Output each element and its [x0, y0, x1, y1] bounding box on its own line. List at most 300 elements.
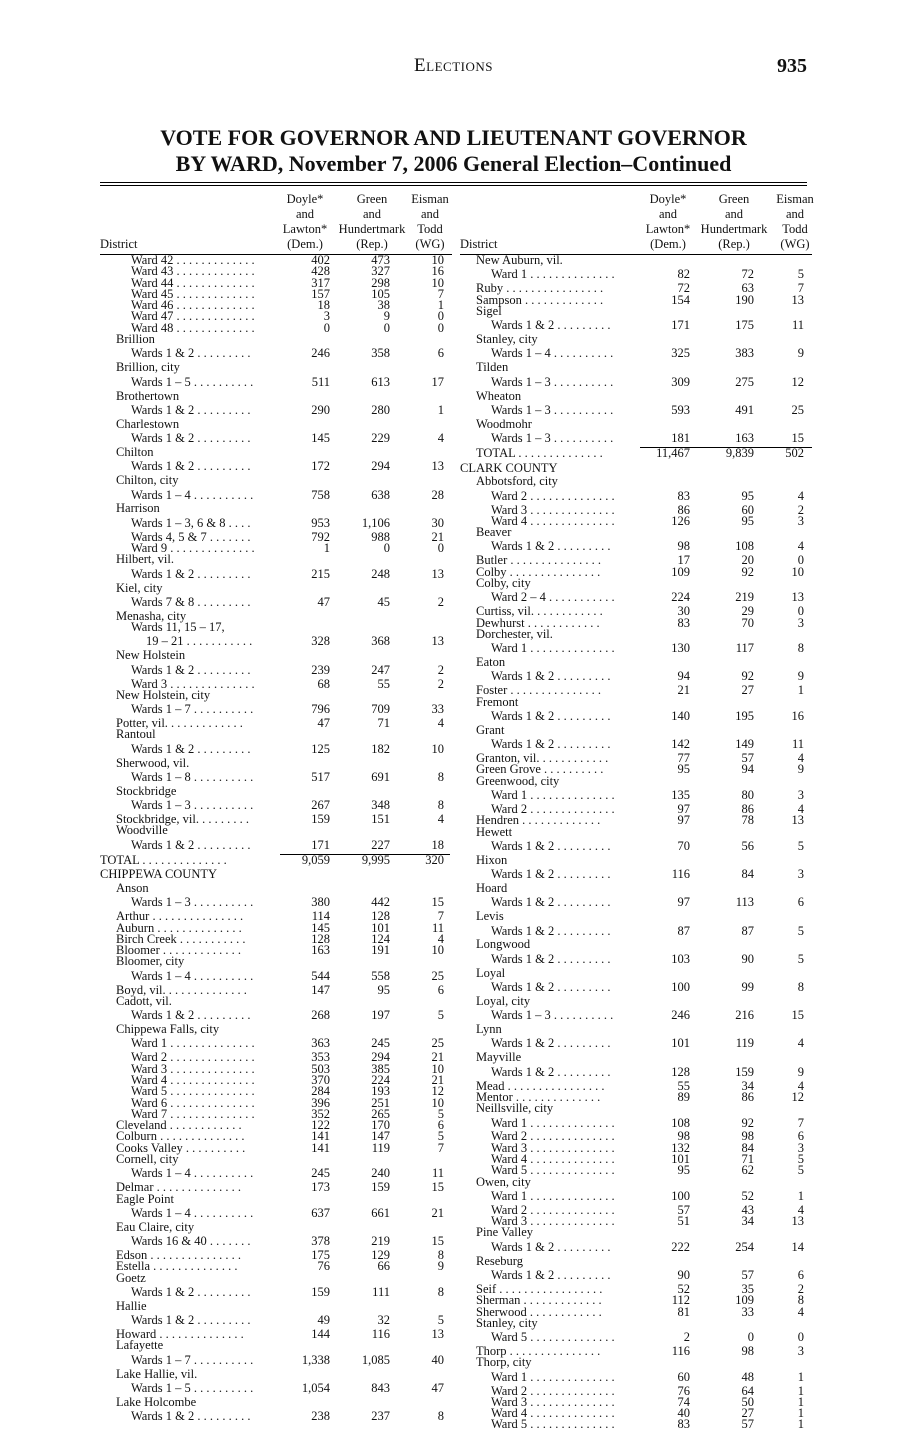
- district-label: Wards 1 & 2 . . . . . . . . .: [491, 708, 611, 723]
- district-label: Ward 6 . . . . . . . . . . . . . .: [131, 1095, 255, 1110]
- doyle-value: 796: [311, 702, 330, 717]
- doyle-value: 325: [671, 346, 690, 361]
- district-label: Charlestown: [116, 416, 180, 431]
- eisman-value: 15: [791, 1008, 804, 1023]
- district-label: Cadott, vil.: [116, 993, 172, 1008]
- eisman-value: 11: [431, 1166, 444, 1181]
- green-value: 159: [371, 1180, 390, 1195]
- doyle-header-line: Lawton*: [282, 222, 328, 236]
- eisman-header: [408, 192, 452, 252]
- district-label: Reseburg: [476, 1253, 523, 1268]
- table-row: [460, 657, 812, 668]
- doyle-value: 81: [677, 1304, 690, 1319]
- district-label: Butler . . . . . . . . . . . . . . .: [476, 553, 601, 568]
- doyle-value: 173: [311, 1180, 330, 1195]
- district-label: Chippewa Falls, city: [116, 1022, 220, 1037]
- eisman-value: 4: [797, 539, 804, 554]
- green-value: 84: [741, 1140, 754, 1155]
- eisman-value: 1: [797, 683, 804, 698]
- district-label: Woodmohr: [476, 416, 532, 431]
- doyle-value: 171: [311, 837, 330, 852]
- eisman-value: 0: [797, 1330, 804, 1345]
- table-row: [100, 1340, 452, 1351]
- eisman-value: 9: [797, 346, 804, 361]
- doyle-value: 157: [311, 286, 330, 301]
- green-value: 638: [371, 487, 390, 502]
- district-label: Granton, vil. . . . . . . . . . . .: [476, 751, 609, 766]
- eisman-value: 2: [797, 1281, 804, 1296]
- doyle-value: 95: [677, 762, 690, 777]
- eisman-value: 13: [431, 634, 444, 649]
- doyle-value: 98: [677, 1129, 690, 1144]
- eisman-value: 4: [797, 1202, 804, 1217]
- district-label: Ward 3 . . . . . . . . . . . . . .: [131, 676, 255, 691]
- table-row: [100, 334, 452, 345]
- green-value: 62: [741, 1163, 754, 1178]
- district-label: Wards 1 & 2 . . . . . . . . .: [131, 837, 251, 852]
- district-label: Ward 4 . . . . . . . . . . . . . .: [491, 1152, 615, 1167]
- green-value: 72: [741, 267, 754, 282]
- doyle-value: 238: [311, 1409, 330, 1424]
- district-label: Lynn: [476, 1022, 502, 1037]
- table-row: [100, 993, 452, 1008]
- district-label: Ward 2 – 4 . . . . . . . . . . .: [491, 590, 615, 605]
- district-label: Foster . . . . . . . . . . . . . . .: [476, 683, 601, 698]
- eisman-value: 21: [431, 529, 444, 544]
- table-row: [460, 1383, 812, 1398]
- district-label: Dewhurst . . . . . . . . . . . .: [476, 615, 600, 630]
- green-value: 57: [741, 1417, 754, 1431]
- district-label: Colby . . . . . . . . . . . . . . .: [476, 564, 601, 579]
- eisman-value: 2: [437, 676, 444, 691]
- eisman-value: 1: [797, 1188, 804, 1203]
- green-value: 27: [741, 1406, 754, 1421]
- district-label: Ward 4 . . . . . . . . . . . . . .: [491, 1406, 615, 1421]
- green-value: 98: [741, 1344, 754, 1359]
- district-label: Kiel, city: [116, 580, 163, 595]
- doyle-value: 353: [311, 1050, 330, 1065]
- doyle-value: 544: [311, 968, 330, 983]
- green-value: 219: [371, 1234, 390, 1249]
- district-label: Eaton: [476, 655, 506, 670]
- eisman-value: 21: [431, 1050, 444, 1065]
- right-column: [460, 190, 814, 1431]
- eisman-value: 11: [791, 318, 804, 333]
- green-value: 280: [371, 402, 390, 417]
- green-value: 56: [741, 838, 754, 853]
- green-value: 34: [741, 1214, 754, 1229]
- doyle-value: 1,338: [301, 1352, 330, 1367]
- table-row: [460, 303, 812, 318]
- district-label: Wards 1 & 2 . . . . . . . . .: [491, 1064, 611, 1079]
- doyle-value: 86: [677, 502, 690, 517]
- district-label: Wards 1 – 7 . . . . . . . . . .: [131, 1352, 254, 1367]
- eisman-value: 5: [797, 923, 804, 938]
- district-label: Ward 48 . . . . . . . . . . . . .: [131, 320, 255, 335]
- doyle-value: 145: [311, 431, 330, 446]
- doyle-value: 125: [311, 741, 330, 756]
- district-label: Wards 1 & 2 . . . . . . . . .: [491, 539, 611, 554]
- eisman-value: 1: [437, 298, 444, 313]
- green-value: 84: [741, 867, 754, 882]
- district-label: Mayville: [476, 1050, 522, 1065]
- eisman-value: 1: [797, 1417, 804, 1431]
- green-value: 197: [371, 1008, 390, 1023]
- district-label: Birch Creek . . . . . . . . . . .: [116, 931, 246, 946]
- doyle-header-line: Doyle*: [649, 192, 687, 206]
- top-rule: [100, 182, 807, 183]
- district-label: Ward 43 . . . . . . . . . . . . .: [131, 264, 255, 279]
- eisman-value: 2: [437, 594, 444, 609]
- doyle-value: 70: [677, 838, 690, 853]
- doyle-value: 112: [671, 1293, 690, 1308]
- eisman-header-line: Todd: [417, 222, 443, 236]
- district-label: Hendren . . . . . . . . . . . . .: [476, 813, 601, 828]
- green-header-line: Green: [718, 192, 750, 206]
- district-label: Stockbridge: [116, 783, 177, 798]
- doyle-value: 267: [311, 798, 330, 813]
- district-label: Wards 1 & 2 . . . . . . . . .: [491, 895, 611, 910]
- eisman-value: 16: [791, 708, 804, 723]
- green-value: 111: [372, 1284, 390, 1299]
- table-row: [100, 880, 452, 895]
- doyle-value: 352: [311, 1106, 330, 1121]
- doyle-value: 83: [677, 615, 690, 630]
- doyle-value: 378: [311, 1234, 330, 1249]
- table-row: [100, 1394, 452, 1409]
- table-row: [460, 255, 812, 266]
- eisman-value: 4: [797, 751, 804, 766]
- district-label: Owen, city: [476, 1174, 531, 1189]
- table-row: [100, 503, 452, 514]
- eisman-header-line: Todd: [782, 222, 808, 236]
- table-row: [460, 722, 812, 737]
- district-label: Wards 1 – 4 . . . . . . . . . .: [131, 1205, 254, 1220]
- table-row: [460, 911, 812, 922]
- district-label: Wards 1 & 2 . . . . . . . . .: [131, 431, 251, 446]
- district-label: Wards 1 & 2 . . . . . . . . .: [491, 867, 611, 882]
- eisman-value: 17: [431, 374, 444, 389]
- doyle-value: 511: [311, 374, 330, 389]
- doyle-value: 126: [671, 513, 690, 528]
- district-label: Ward 4 . . . . . . . . . . . . . .: [131, 1072, 255, 1087]
- doyle-value: 51: [677, 1214, 690, 1229]
- table-row: [460, 1253, 812, 1268]
- eisman-value: 13: [791, 590, 804, 605]
- district-label: Stanley, city: [476, 332, 538, 347]
- doyle-value: 215: [311, 566, 330, 581]
- district-label: Ward 4 . . . . . . . . . . . . . .: [491, 513, 615, 528]
- district-header: District: [460, 237, 498, 251]
- green-value: 95: [741, 513, 754, 528]
- table-row: [100, 687, 452, 702]
- doyle-value: 142: [671, 737, 690, 752]
- green-value: 298: [371, 275, 390, 290]
- eisman-value: 10: [431, 253, 444, 267]
- table-row: [460, 708, 812, 725]
- district-label: Ward 2 . . . . . . . . . . . . . .: [491, 1202, 615, 1217]
- column-header: [460, 190, 812, 252]
- green-value: 473: [371, 253, 390, 267]
- table-row: [100, 1154, 452, 1165]
- green-value: 119: [371, 1140, 390, 1155]
- green-value: 294: [371, 459, 390, 474]
- doyle-value: 128: [311, 931, 330, 946]
- eisman-value: 0: [437, 541, 444, 556]
- district-label: Abbotsford, city: [476, 474, 558, 489]
- eisman-header-line: and: [420, 207, 440, 221]
- doyle-value: 68: [317, 676, 330, 691]
- green-value: 251: [371, 1095, 390, 1110]
- green-value: 92: [741, 1115, 754, 1130]
- district-label: Wards 1 – 4 . . . . . . . . . .: [131, 968, 254, 983]
- district-label: Wards 1 & 2 . . . . . . . . .: [491, 669, 611, 684]
- green-value: 1,085: [361, 1352, 390, 1367]
- district-label: Wards 1 & 2 . . . . . . . . .: [491, 1239, 611, 1254]
- green-value: 60: [741, 502, 754, 517]
- table-row: [100, 825, 452, 836]
- doyle-value: 135: [671, 787, 690, 802]
- district-label: Hoard: [476, 880, 508, 895]
- eisman-value: 5: [797, 267, 804, 282]
- green-value: 55: [377, 676, 390, 691]
- district-label: Ward 44 . . . . . . . . . . . . .: [131, 275, 255, 290]
- district-label: Wards 1 – 3 . . . . . . . . . .: [491, 1008, 614, 1023]
- doyle-value: 637: [311, 1205, 330, 1220]
- district-label: Ward 1 . . . . . . . . . . . . . .: [491, 267, 615, 282]
- district-label: Ward 1 . . . . . . . . . . . . . .: [491, 787, 615, 802]
- district-label: Wards 1 & 2 . . . . . . . . .: [131, 1284, 251, 1299]
- eisman-value: 25: [431, 1036, 444, 1051]
- doyle-value: 95: [677, 1163, 690, 1178]
- green-value: 86: [741, 801, 754, 816]
- district-label: Sherwood . . . . . . . . . . . .: [476, 1304, 602, 1319]
- green-value: 128: [371, 909, 390, 924]
- eisman-value: 5: [797, 1163, 804, 1178]
- district-label: Woodville: [116, 823, 168, 838]
- eisman-value: 12: [791, 1089, 804, 1104]
- eisman-value: 5: [797, 1152, 804, 1167]
- green-value: 34: [741, 1078, 754, 1093]
- doyle-value: 2: [683, 1330, 690, 1345]
- district-label: Wards 1 & 2 . . . . . . . . .: [131, 1008, 251, 1023]
- eisman-value: 30: [431, 515, 444, 530]
- table-row: [460, 1315, 812, 1330]
- green-value: 254: [735, 1239, 754, 1254]
- district-label: Rantoul: [116, 727, 156, 742]
- district-label: Ward 2 . . . . . . . . . . . . . .: [491, 1129, 615, 1144]
- green-value: 95: [377, 982, 390, 997]
- doyle-value: 47: [317, 594, 330, 609]
- eisman-value: 4: [437, 931, 444, 946]
- table-row: [100, 783, 452, 798]
- table-row: [100, 1366, 452, 1381]
- district-label: Sherman . . . . . . . . . . . . .: [476, 1293, 602, 1308]
- green-value: 38: [377, 298, 390, 313]
- table-row: [100, 388, 452, 403]
- green-value: 52: [741, 1188, 754, 1203]
- doyle-value: 109: [671, 564, 690, 579]
- total-rule: [640, 447, 812, 448]
- table-row: [460, 362, 812, 373]
- table-row: [460, 1024, 812, 1035]
- doyle-value: 30: [677, 604, 690, 619]
- table-row: [100, 650, 452, 661]
- green-value: 27: [741, 683, 754, 698]
- district-label: Curtiss, vil. . . . . . . . . . . .: [476, 604, 603, 619]
- table-row: [460, 1369, 812, 1386]
- table-row: [460, 527, 812, 538]
- eisman-value: 6: [797, 895, 804, 910]
- eisman-value: 21: [431, 1072, 444, 1087]
- district-label: New Auburn, vil.: [476, 253, 563, 267]
- table-row: [460, 388, 812, 403]
- eisman-value: 1: [797, 1406, 804, 1421]
- district-label: Ward 5 . . . . . . . . . . . . . .: [131, 1084, 255, 1099]
- green-header-line: (Rep.): [356, 237, 388, 251]
- doyle-value: 89: [677, 1089, 690, 1104]
- eisman-value: 1: [797, 1394, 804, 1409]
- district-label: Greenwood, city: [476, 773, 560, 788]
- doyle-value: 18: [317, 298, 330, 313]
- doyle-value: 90: [677, 1267, 690, 1282]
- eisman-value: 10: [431, 943, 444, 958]
- district-label: Longwood: [476, 937, 531, 952]
- doyle-value: 953: [311, 515, 330, 530]
- district-label: Ward 2 . . . . . . . . . . . . . .: [131, 1050, 255, 1065]
- eisman-value: 8: [797, 979, 804, 994]
- green-value: 182: [371, 741, 390, 756]
- column-header: [100, 190, 452, 252]
- doyle-value: 57: [677, 1202, 690, 1217]
- district-label: Wards 1 & 2 . . . . . . . . .: [131, 566, 251, 581]
- green-value: 9,995: [361, 852, 390, 867]
- doyle-value: 159: [311, 1284, 330, 1299]
- table-row: [460, 993, 812, 1008]
- district-header: District: [100, 237, 138, 251]
- district-label: Wards 11, 15 – 17,: [131, 620, 225, 635]
- doyle-value: 47: [317, 716, 330, 731]
- district-label: Colby, city: [476, 576, 531, 591]
- table-row: [460, 374, 812, 391]
- district-label: Ward 1 . . . . . . . . . . . . . .: [131, 1036, 255, 1051]
- eisman-value: 7: [797, 281, 804, 296]
- doyle-value: 268: [311, 1008, 330, 1023]
- district-label: Sigel: [476, 303, 502, 318]
- district-label: Lake Hallie, vil.: [116, 1366, 198, 1381]
- green-header-line: and: [362, 207, 382, 221]
- doyle-value: 402: [311, 253, 330, 267]
- doyle-value: 76: [317, 1259, 330, 1274]
- doyle-value: 128: [671, 1064, 690, 1079]
- district-label: Ward 2 . . . . . . . . . . . . . .: [491, 801, 615, 816]
- green-value: 95: [741, 488, 754, 503]
- total-rule: [280, 854, 450, 855]
- table-row: [460, 824, 812, 839]
- green-value: 32: [377, 1313, 390, 1328]
- eisman-value: 8: [437, 769, 444, 784]
- doyle-value: 21: [677, 683, 690, 698]
- green-value: 193: [371, 1084, 390, 1099]
- district-label: TOTAL . . . . . . . . . . . . . .: [476, 446, 603, 460]
- district-label: Lafayette: [116, 1338, 164, 1353]
- table-row: [460, 416, 812, 431]
- eisman-value: 0: [797, 604, 804, 619]
- district-label: Levis: [476, 909, 504, 924]
- doyle-value: 222: [671, 1239, 690, 1254]
- eisman-value: 5: [797, 838, 804, 853]
- eisman-value: 5: [437, 1106, 444, 1121]
- district-label: Harrison: [116, 501, 160, 516]
- district-label: Wards 16 & 40 . . . . . . .: [131, 1234, 251, 1249]
- green-value: 275: [735, 374, 754, 389]
- table-row: [460, 1408, 812, 1419]
- green-value: 90: [741, 951, 754, 966]
- table-row: [460, 1357, 812, 1368]
- eisman-value: 8: [797, 641, 804, 656]
- district-label: Brillion: [116, 332, 155, 347]
- doyle-value: 122: [311, 1118, 330, 1133]
- doyle-value: 83: [677, 1417, 690, 1431]
- doyle-value: 175: [311, 1248, 330, 1263]
- district-label: Wards 1 – 4 . . . . . . . . . .: [491, 346, 614, 361]
- green-value: 383: [735, 346, 754, 361]
- table-row: [100, 1270, 452, 1285]
- doyle-value: 72: [677, 281, 690, 296]
- green-value: 195: [735, 708, 754, 723]
- green-header-line: Hundertmark: [700, 222, 768, 236]
- green-value: 191: [371, 943, 390, 958]
- doyle-value: 130: [671, 641, 690, 656]
- district-label: Ward 3 . . . . . . . . . . . . . .: [491, 1140, 615, 1155]
- district-label: Wards 1 – 4 . . . . . . . . . .: [131, 487, 254, 502]
- eisman-value: 7: [797, 1115, 804, 1130]
- eisman-value: 10: [431, 275, 444, 290]
- eisman-value: 6: [437, 982, 444, 997]
- table-row: [100, 416, 452, 431]
- doyle-value: 396: [311, 1095, 330, 1110]
- eisman-value: 0: [437, 320, 444, 335]
- green-value: 190: [735, 292, 754, 307]
- green-value: 108: [735, 539, 754, 554]
- district-label: Anson: [116, 880, 149, 895]
- eisman-value: 6: [797, 1129, 804, 1144]
- district-label: Wards 1 & 2 . . . . . . . . .: [131, 1409, 251, 1424]
- green-value: 385: [371, 1061, 390, 1076]
- district-label: Ruby . . . . . . . . . . . . . . . .: [476, 281, 604, 296]
- green-value: 113: [735, 895, 754, 910]
- doyle-value: 317: [311, 275, 330, 290]
- table-row: [460, 939, 812, 950]
- doyle-value: 363: [311, 1036, 330, 1051]
- green-value: 129: [371, 1248, 390, 1263]
- eisman-value: 12: [431, 1084, 444, 1099]
- doyle-value: 98: [677, 539, 690, 554]
- doyle-value: 83: [677, 488, 690, 503]
- table-row: [100, 867, 452, 883]
- table-row: [460, 880, 812, 895]
- district-label: Chilton: [116, 445, 154, 460]
- table-row: [460, 1174, 812, 1189]
- doyle-value: 116: [671, 1344, 690, 1359]
- district-label: Ward 3 . . . . . . . . . . . . . .: [491, 1394, 615, 1409]
- doyle-header-line: (Dem.): [287, 237, 323, 251]
- green-value: 87: [741, 923, 754, 938]
- table-row: [460, 852, 812, 867]
- district-label: Ward 5 . . . . . . . . . . . . . .: [491, 1163, 615, 1178]
- eisman-value: 11: [431, 920, 444, 935]
- top-rule-2: [100, 185, 807, 186]
